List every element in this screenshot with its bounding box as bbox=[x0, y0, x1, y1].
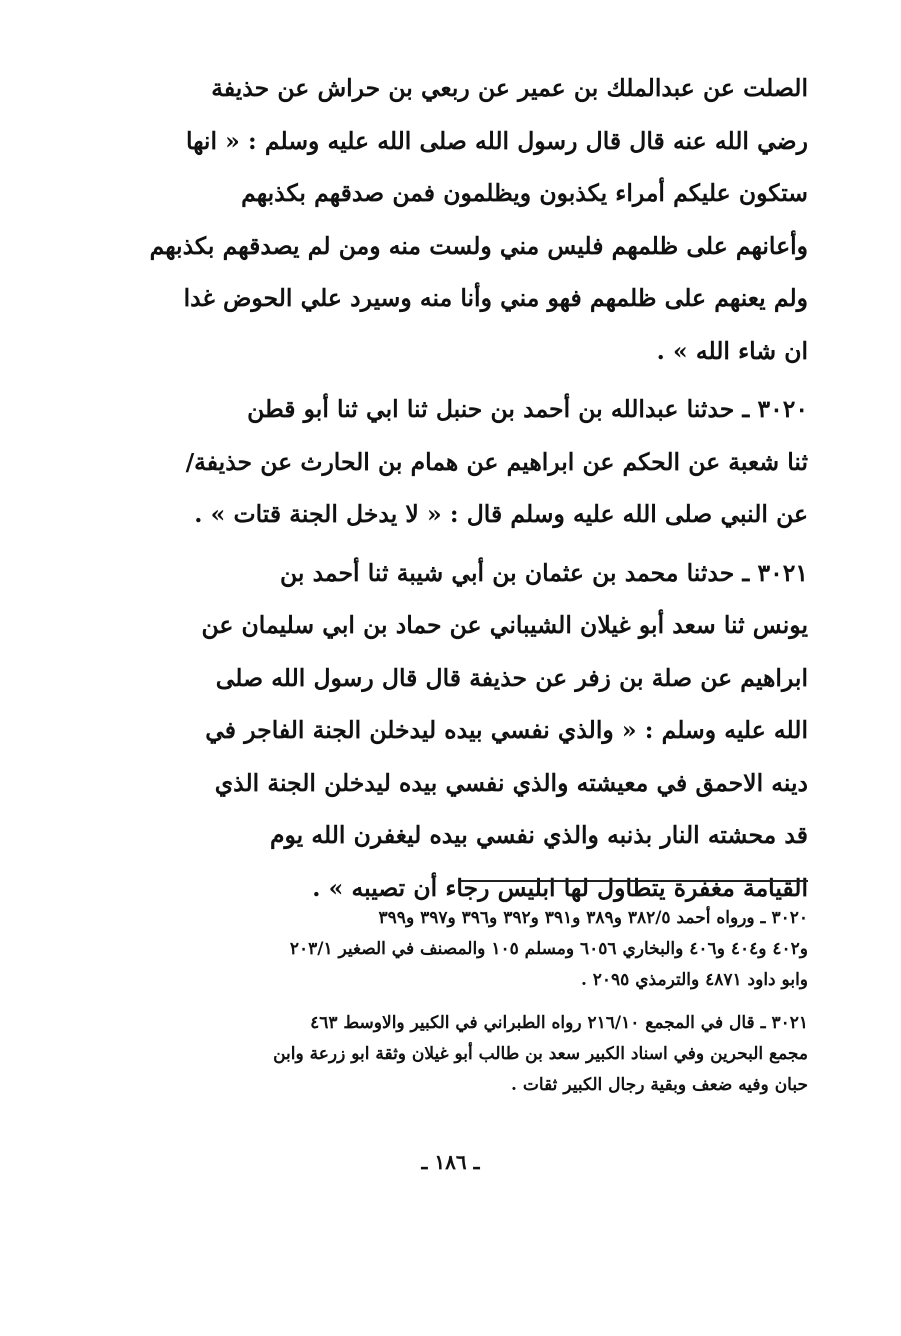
footnotes bbox=[96, 903, 808, 1101]
hadith-3021-line: ابراهيم عن صلة بن زفر عن حذيفة قال قال رسول الله صلى bbox=[215, 663, 808, 692]
text-line: ان شاء الله » . bbox=[656, 336, 808, 365]
footnote-3021-line: حبان وفيه ضعف وبقية رجال الكبير ثقات . bbox=[511, 1075, 808, 1095]
text-line: الصلت عن عبدالملك بن عمير عن ربعي بن حراش عن حذيفة bbox=[211, 74, 808, 102]
text-line: ستكون عليكم أمراء يكذبون ويظلمون فمن صدقهم بكذبهم bbox=[241, 179, 808, 207]
footnote-gap bbox=[96, 996, 808, 1008]
hadith-3021-line: قد محشته النار بذنبه والذي نفسي بيده ليغفرن الله يوم bbox=[269, 821, 808, 849]
text-line: رضي الله عنه قال قال رسول الله صلى الله عليه وسلم : « انها bbox=[185, 126, 808, 155]
footnote-divider bbox=[458, 880, 808, 882]
footnote-3021-line: ٣٠٢١ ـ قال في المجمع ٢١٦/١٠ رواه الطبراني في الكبير والاوسط ٤٦٣ bbox=[310, 1013, 808, 1033]
hadith-3020-line: عن النبي صلى الله عليه وسلم قال : « لا يدخل الجنة قتات » . bbox=[194, 500, 808, 528]
text-line: وأعانهم على ظلمهم فليس مني ولست منه ومن لم يصدقهم بكذبهم bbox=[149, 231, 808, 260]
hadith-3021-line: القيامة مغفرة يتطاول لها ابليس رجاء أن تصيبه » . bbox=[312, 873, 808, 902]
hadith-3020-line: ٣٠٢٠ ـ حدثنا عبدالله بن أحمد بن حنبل ثنا ابي ثنا أبو قطن bbox=[247, 395, 808, 423]
footnote-3020-line: و٤٠٢ و٤٠٤ و٤٠٦ والبخاري ٦٠٥٦ ومسلم ١٠٥ والمصنف في الصغير ٢٠٣/١ bbox=[289, 939, 808, 959]
page-number: ـ ١٨٦ ـ bbox=[421, 1150, 480, 1174]
hadith-3021-line: ٣٠٢١ ـ حدثنا محمد بن عثمان بن أبي شيبة ثنا أحمد بن bbox=[279, 558, 808, 587]
hadith-3021-line: دينه الاحمق في معيشته والذي نفسي بيده ليدخلن الجنة الذي bbox=[214, 768, 808, 797]
text-line: ولم يعنهم على ظلمهم فهو مني وأنا منه وسيرد علي الحوض غدا bbox=[183, 284, 808, 312]
footnote-3021-line: مجمع البحرين وفي اسناد الكبير سعد بن طالب أبو غيلان وثقة ابو زرعة وابن bbox=[273, 1044, 808, 1064]
hadith-3020-line: ثنا شعبة عن الحكم عن ابراهيم عن همام بن الحارث عن حذيفة/ bbox=[185, 447, 808, 476]
hadith-3021-line: يونس ثنا سعد أبو غيلان الشيباني عن حماد بن ابي سليمان عن bbox=[201, 611, 808, 639]
main-text bbox=[96, 62, 808, 914]
hadith-3021-line: الله عليه وسلم : « والذي نفسي بيده ليدخلن الجنة الفاجر في bbox=[205, 716, 808, 744]
footnote-3020-line: وابو داود ٤٨٧١ والترمذي ٢٠٩٥ . bbox=[580, 970, 808, 990]
footnote-3020-line: ٣٠٢٠ ـ ورواه أحمد ٣٨٢/٥ و٣٨٩ و٣٩١ و٣٩٢ و٣٩٦ و٣٩٧ و٣٩٩ bbox=[378, 908, 808, 928]
